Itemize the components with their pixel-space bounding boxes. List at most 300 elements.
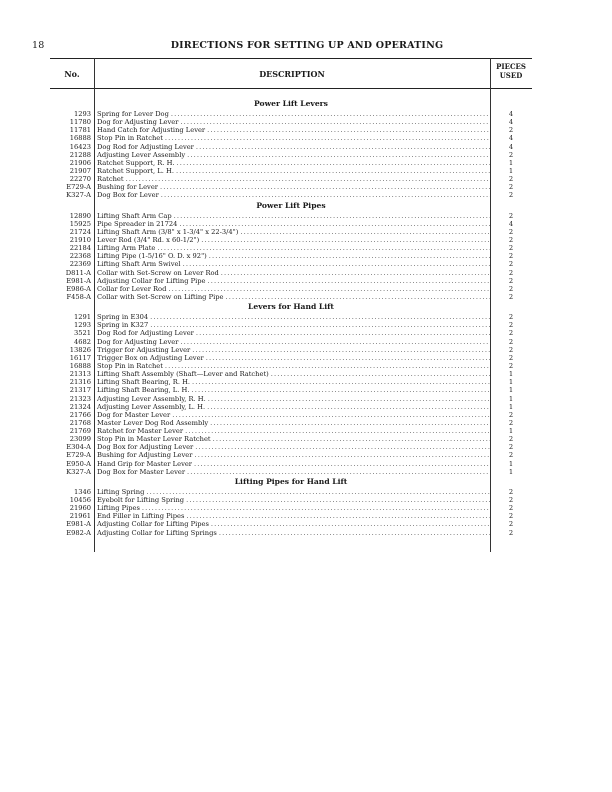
table-row	[50, 504, 532, 512]
table-row	[50, 419, 532, 427]
part-description-cell	[94, 488, 490, 496]
part-description: Eyebolt for Lifting Spring	[97, 496, 185, 505]
part-description-cell	[94, 212, 490, 220]
part-description-cell	[94, 496, 490, 504]
part-description-cell	[94, 228, 490, 236]
part-description-cell	[94, 277, 490, 285]
pieces-used: 2	[508, 418, 514, 427]
part-description-cell	[94, 395, 490, 403]
section-title: Power Lift Levers	[254, 99, 328, 108]
part-description-cell	[94, 260, 490, 268]
part-description-cell	[94, 346, 490, 354]
table-row	[50, 293, 532, 301]
leader-dots	[146, 488, 490, 496]
table-row	[50, 285, 532, 293]
table-row	[50, 468, 532, 476]
part-description-cell	[94, 220, 490, 228]
part-description-cell	[94, 183, 490, 191]
part-description-cell	[94, 285, 490, 293]
table-row	[50, 269, 532, 277]
table-row	[50, 354, 532, 362]
table-row	[50, 277, 532, 285]
table-row	[50, 411, 532, 419]
part-description: Trigger for Adjusting Lever	[97, 345, 191, 354]
pieces-used: 2	[508, 512, 514, 521]
table-row	[50, 313, 532, 321]
leader-dots	[192, 346, 490, 354]
part-description: Master Lever Dog Rod Assembly	[97, 418, 209, 427]
part-description-cell	[94, 159, 490, 167]
part-description-cell	[94, 313, 490, 321]
part-description-cell	[94, 435, 490, 443]
leader-dots	[210, 419, 490, 427]
part-number: 22270	[69, 175, 91, 184]
part-description: Lifting Pipes	[97, 504, 140, 513]
pieces-used: 2	[508, 451, 514, 460]
leader-dots	[171, 110, 490, 118]
part-description: Lifting Shaft Assembly (Shaft—Lever and Ratchet)	[97, 370, 269, 379]
part-description-cell	[94, 403, 490, 411]
pieces-used: 2	[508, 235, 514, 244]
pieces-used: 2	[508, 528, 514, 537]
part-number: E981-A	[66, 520, 91, 529]
pieces-used: 2	[508, 252, 514, 261]
part-number: 16117	[69, 353, 91, 362]
part-description: Adjusting Lever Assembly	[97, 150, 186, 159]
page-title: DIRECTIONS FOR SETTING UP AND OPERATING	[170, 40, 444, 51]
part-description: Adjusting Collar for Lifting Springs	[97, 528, 217, 537]
pieces-used: 4	[508, 142, 514, 151]
pieces-used: 2	[508, 183, 514, 192]
part-number: 11780	[69, 118, 91, 127]
pieces-used: 2	[508, 504, 514, 513]
table-row	[50, 126, 532, 134]
table-row	[50, 488, 532, 496]
part-description-cell	[94, 529, 490, 537]
part-number: D811-A	[65, 268, 91, 277]
part-description: Ratchet Support, L. H.	[97, 166, 174, 175]
part-number: 1346	[73, 487, 91, 496]
table-row	[50, 520, 532, 528]
table-row	[50, 427, 532, 435]
table-row	[50, 236, 532, 244]
part-description: Stop Pin in Master Lever Ratchet	[97, 435, 211, 444]
leader-dots	[186, 496, 490, 504]
part-description-cell	[94, 362, 490, 370]
pieces-used: 2	[508, 292, 514, 301]
part-description: Bushing for Lever	[97, 183, 158, 192]
part-description: Lifting Shaft Arm Cap	[97, 211, 172, 220]
part-number: 21316	[69, 378, 91, 387]
table-row	[50, 370, 532, 378]
part-description-cell	[94, 520, 490, 528]
part-description: Hand Grip for Master Lever	[97, 459, 193, 468]
part-description-cell	[94, 329, 490, 337]
leader-dots	[180, 118, 490, 126]
part-description: Pipe Spreader in 21724	[97, 219, 178, 228]
table-row	[50, 403, 532, 411]
part-number: 21724	[69, 227, 91, 236]
part-description: Lifting Shaft Bearing, R. H.	[97, 378, 191, 387]
part-number: 21323	[69, 394, 91, 403]
part-number: 21317	[69, 386, 91, 395]
part-number: 4682	[73, 337, 91, 346]
part-description: Hand Catch for Adjusting Lever	[97, 126, 206, 135]
part-number: 1291	[73, 313, 91, 322]
section-title: Levers for Hand Lift	[248, 302, 334, 312]
leader-dots	[211, 520, 490, 528]
column-header-description: DESCRIPTION	[259, 69, 325, 79]
leader-dots	[201, 236, 490, 244]
pieces-used: 2	[508, 496, 514, 505]
leader-dots	[196, 143, 490, 151]
part-description-cell	[94, 252, 490, 260]
leader-dots	[194, 451, 490, 459]
part-number: E950-A	[66, 459, 91, 468]
pieces-used: 1	[508, 402, 514, 411]
table-row	[50, 443, 532, 451]
table-body	[50, 98, 532, 537]
pieces-used: 2	[508, 337, 514, 346]
table-row	[50, 175, 532, 183]
top-rule	[50, 58, 532, 59]
table-row	[50, 260, 532, 268]
part-description: Stop Pin in Ratchet	[97, 134, 163, 143]
part-number: 21313	[69, 370, 91, 379]
part-description: Adjusting Lever Assembly, L. H.	[97, 402, 206, 411]
table-row	[50, 167, 532, 175]
part-description-cell	[94, 460, 490, 468]
pieces-used: 2	[508, 353, 514, 362]
leader-dots	[187, 151, 490, 159]
pieces-used: 2	[508, 175, 514, 184]
pieces-used: 2	[508, 443, 514, 452]
pieces-used: 1	[508, 394, 514, 403]
leader-dots	[185, 427, 490, 435]
part-description-cell	[94, 370, 490, 378]
part-description: Lifting Arm Plate	[97, 244, 156, 253]
part-number: E981-A	[66, 276, 91, 285]
part-description: Dog for Master Lever	[97, 410, 171, 419]
pieces-used: 2	[508, 435, 514, 444]
header-rule	[50, 88, 532, 89]
table-row	[50, 378, 532, 386]
part-description: Ratchet Support, R. H.	[97, 158, 175, 167]
part-description: Dog Box for Lever	[97, 191, 159, 200]
table-row	[50, 228, 532, 236]
part-description-cell	[94, 126, 490, 134]
part-number: 12890	[69, 211, 91, 220]
part-number: 21768	[69, 418, 91, 427]
part-number: 22368	[69, 252, 91, 261]
table-row	[50, 512, 532, 520]
part-description: Spring for Lever Dog	[97, 110, 169, 118]
part-number: E729-A	[66, 183, 91, 192]
part-number: E982-A	[66, 528, 91, 537]
part-description: Dog Rod for Adjusting Lever	[97, 329, 194, 338]
leader-dots	[142, 504, 490, 512]
part-description: Dog Box for Master Lever	[97, 467, 186, 476]
pieces-used: 1	[508, 467, 514, 476]
table-row	[50, 329, 532, 337]
part-number: 21960	[69, 504, 91, 513]
leader-dots	[168, 285, 490, 293]
pieces-used: 1	[508, 386, 514, 395]
leader-dots	[179, 220, 490, 228]
leader-dots	[209, 252, 490, 260]
pieces-used: 2	[508, 487, 514, 496]
pieces-used: 4	[508, 110, 514, 118]
part-description-cell	[94, 443, 490, 451]
part-description: Lifting Shaft Arm (3/8" x 1-3/4" x 22-3/4")	[97, 227, 239, 236]
part-description-cell	[94, 338, 490, 346]
part-number: E986-A	[66, 284, 91, 293]
part-number: 21288	[69, 150, 91, 159]
part-number: 21906	[69, 158, 91, 167]
part-description: Dog for Adjusting Lever	[97, 337, 179, 346]
part-number: F458-A	[66, 292, 91, 301]
table-row	[50, 191, 532, 199]
table-row	[50, 338, 532, 346]
pieces-used: 1	[508, 378, 514, 387]
pieces-used: 1	[508, 370, 514, 379]
part-number: 21910	[69, 235, 91, 244]
leader-dots	[192, 378, 490, 386]
pieces-used: 2	[508, 227, 514, 236]
part-number: 1293	[73, 110, 91, 118]
table-row	[50, 151, 532, 159]
part-description-cell	[94, 143, 490, 151]
part-number: 16423	[69, 142, 91, 151]
table-row	[50, 110, 532, 118]
pieces-used: 2	[508, 191, 514, 200]
part-description-cell	[94, 134, 490, 142]
table-row	[50, 220, 532, 228]
table-row	[50, 252, 532, 260]
table-row	[50, 321, 532, 329]
part-number: 21961	[69, 512, 91, 521]
part-number: K327-A	[66, 467, 91, 476]
part-description: Dog for Adjusting Lever	[97, 118, 179, 127]
pieces-used: 2	[508, 260, 514, 269]
part-number: 13826	[69, 345, 91, 354]
part-description: Lifting Shaft Bearing, L. H.	[97, 386, 190, 395]
leader-dots	[240, 228, 490, 236]
pieces-used: 2	[508, 276, 514, 285]
leader-dots	[208, 277, 491, 285]
pieces-used: 2	[508, 520, 514, 529]
part-description: Adjusting Collar for Lifting Pipe	[97, 276, 206, 285]
leader-dots	[157, 244, 490, 252]
leader-dots	[126, 175, 490, 183]
table-row	[50, 143, 532, 151]
part-description: Adjusting Lever Assembly, R. H.	[97, 394, 206, 403]
leader-dots	[176, 167, 490, 175]
leader-dots	[206, 354, 490, 362]
leader-dots	[187, 468, 490, 476]
table-row	[50, 134, 532, 142]
pieces-used: 4	[508, 219, 514, 228]
leader-dots	[207, 403, 490, 411]
part-description: Lifting Spring	[97, 487, 145, 496]
part-description: Collar with Set-Screw on Lever Rod	[97, 268, 219, 277]
part-number: 16888	[69, 361, 91, 370]
part-description: Spring in K327	[97, 321, 149, 330]
leader-dots	[208, 395, 490, 403]
part-description: Lifting Shaft Arm Swivel	[97, 260, 181, 269]
part-number: 21769	[69, 427, 91, 436]
table-row	[50, 529, 532, 537]
leader-dots	[191, 386, 490, 394]
part-description-cell	[94, 512, 490, 520]
leader-dots	[271, 370, 490, 378]
table-row	[50, 386, 532, 394]
page-header	[32, 40, 582, 54]
part-description: Stop Pin in Ratchet	[97, 361, 163, 370]
part-description-cell	[94, 468, 490, 476]
parts-table	[50, 58, 532, 552]
leader-dots	[221, 269, 490, 277]
leader-dots	[213, 435, 490, 443]
part-number: 21324	[69, 402, 91, 411]
leader-dots	[225, 293, 490, 301]
part-description: Lever Rod (3/4" Rd. x 60-1/2")	[97, 235, 200, 244]
part-description-cell	[94, 378, 490, 386]
part-description-cell	[94, 191, 490, 199]
part-description-cell	[94, 175, 490, 183]
part-number: 1293	[73, 321, 91, 330]
leader-dots	[196, 329, 490, 337]
column-header-pieces: PIECES	[496, 62, 526, 71]
leader-dots	[183, 260, 490, 268]
part-description-cell	[94, 411, 490, 419]
pieces-used: 2	[508, 361, 514, 370]
pieces-used: 4	[508, 118, 514, 127]
pieces-used: 2	[508, 321, 514, 330]
leader-dots	[172, 411, 490, 419]
leader-dots	[186, 512, 490, 520]
part-number: 21766	[69, 410, 91, 419]
section-title: Power Lift Pipes	[256, 200, 326, 210]
part-description-cell	[94, 504, 490, 512]
part-number: 22369	[69, 260, 91, 269]
pieces-used: 2	[508, 268, 514, 277]
part-description-cell	[94, 386, 490, 394]
part-description: Adjusting Collar for Lifting Pipes	[97, 520, 209, 529]
pieces-used: 2	[508, 313, 514, 322]
part-description-cell	[94, 269, 490, 277]
leader-dots	[165, 362, 490, 370]
table-row	[50, 451, 532, 459]
table-row	[50, 395, 532, 403]
table-row	[50, 244, 532, 252]
column-header-used: USED	[499, 71, 523, 80]
section-title: Lifting Pipes for Hand Lift	[234, 476, 348, 486]
table-row	[50, 362, 532, 370]
leader-dots	[165, 134, 490, 142]
part-description: Ratchet for Master Lever	[97, 427, 184, 436]
leader-dots	[219, 529, 490, 537]
pieces-used: 2	[508, 410, 514, 419]
part-description: Collar for Lever Rod	[97, 284, 167, 293]
part-description: Bushing for Adjusting Lever	[97, 451, 193, 460]
pieces-used: 2	[508, 284, 514, 293]
part-description: Lifting Pipe (1-5/16" O. D. x 92")	[97, 252, 207, 261]
leader-dots	[150, 321, 490, 329]
part-number: 11781	[69, 126, 91, 135]
leader-dots	[150, 313, 490, 321]
table-row	[50, 435, 532, 443]
part-number: 22184	[69, 244, 91, 253]
pieces-used: 2	[508, 211, 514, 220]
table-row	[50, 118, 532, 126]
pieces-used: 2	[508, 329, 514, 338]
table-row	[50, 346, 532, 354]
column-header-no: No.	[64, 69, 80, 79]
part-number: 21907	[69, 166, 91, 175]
part-description-cell	[94, 419, 490, 427]
table-row	[50, 159, 532, 167]
pieces-used: 1	[508, 166, 514, 175]
part-number: E304-A	[66, 443, 91, 452]
part-number: E729-A	[66, 451, 91, 460]
part-description: Spring in E304	[97, 313, 149, 322]
leader-dots	[161, 191, 490, 199]
part-description-cell	[94, 167, 490, 175]
part-description: End Filler in Lifting Pipes	[97, 512, 185, 521]
leader-dots	[207, 126, 490, 134]
pieces-used: 2	[508, 244, 514, 253]
table-row	[50, 460, 532, 468]
part-description-cell	[94, 110, 490, 118]
pieces-used: 2	[508, 126, 514, 135]
leader-dots	[174, 212, 490, 220]
leader-dots	[160, 183, 490, 191]
table-row	[50, 183, 532, 191]
part-description-cell	[94, 293, 490, 301]
table-row	[50, 212, 532, 220]
page-number: 18	[32, 40, 45, 51]
part-number: 3521	[73, 329, 91, 338]
part-description-cell	[94, 236, 490, 244]
part-description: Collar with Set-Screw on Lifting Pipe	[97, 292, 224, 301]
part-description-cell	[94, 354, 490, 362]
part-description-cell	[94, 451, 490, 459]
part-description: Dog Box for Adjusting Lever	[97, 443, 194, 452]
part-number: K327-A	[66, 191, 91, 200]
leader-dots	[180, 338, 490, 346]
part-description-cell	[94, 321, 490, 329]
pieces-used: 2	[508, 345, 514, 354]
part-description: Trigger Box on Adjusting Lever	[97, 353, 204, 362]
part-number: 10456	[69, 496, 91, 505]
part-description: Ratchet	[97, 175, 124, 184]
part-number: 16888	[69, 134, 91, 143]
part-description-cell	[94, 427, 490, 435]
part-number: 15925	[69, 219, 91, 228]
pieces-used: 1	[508, 158, 514, 167]
leader-dots	[195, 443, 490, 451]
pieces-used: 2	[508, 150, 514, 159]
part-number: 23099	[69, 435, 91, 444]
table-row	[50, 496, 532, 504]
leader-dots	[194, 460, 490, 468]
part-description-cell	[94, 118, 490, 126]
part-description: Dog Rod for Adjusting Lever	[97, 142, 194, 151]
leader-dots	[177, 159, 490, 167]
pieces-used: 1	[508, 459, 514, 468]
part-description-cell	[94, 244, 490, 252]
